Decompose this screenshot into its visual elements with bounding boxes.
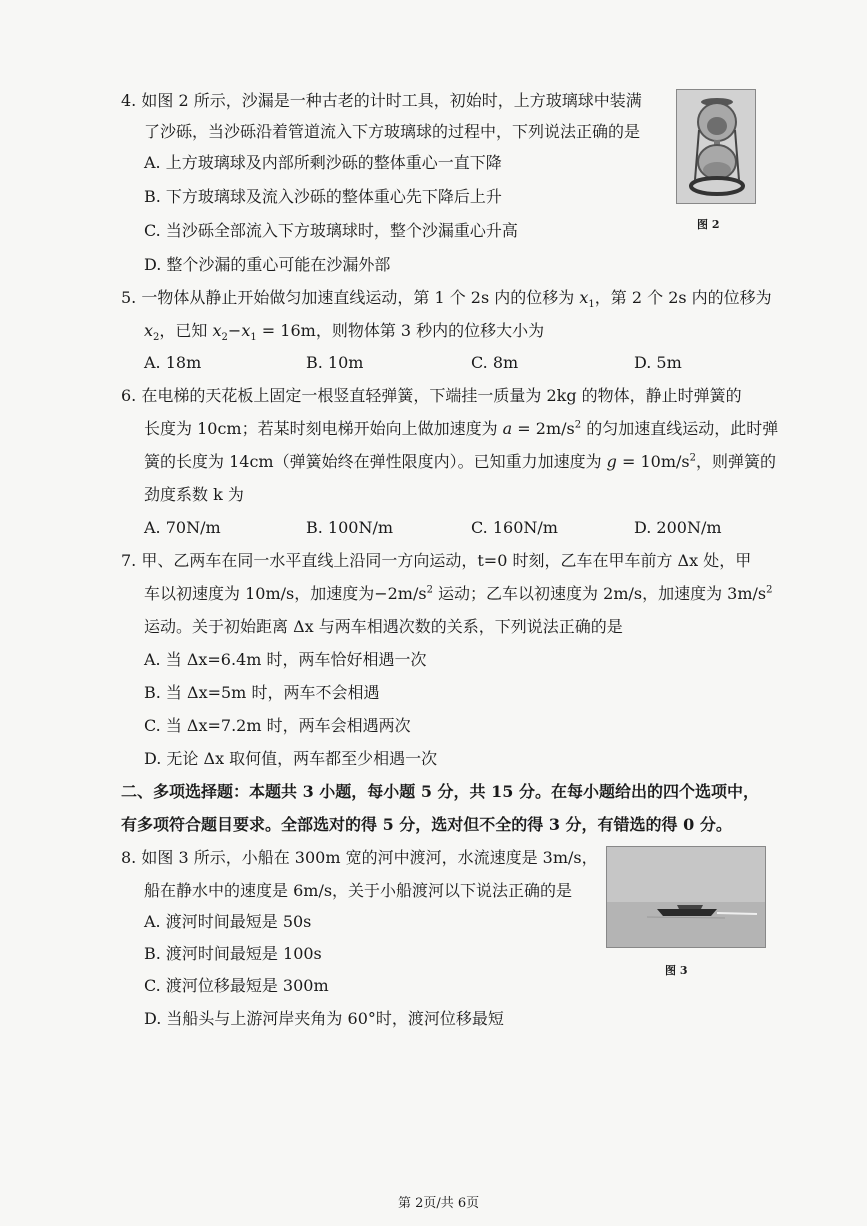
boat-river-figure	[606, 846, 766, 948]
q5-stem-line1	[121, 287, 772, 309]
section-2-heading-line1: 二、多项选择题：本题共 3 小题，每小题 5 分，共 15 分。在每小题给出的四个选项中，	[121, 782, 759, 801]
q8-option-a: A. 渡河时间最短是 50s	[144, 912, 312, 931]
boat-illustration	[607, 847, 765, 947]
q5-option-d: D. 5m	[634, 353, 682, 372]
q4-option-d: D. 整个沙漏的重心可能在沙漏外部	[144, 255, 391, 274]
q6-stem-line3	[144, 451, 776, 473]
q6-stem-line1: 6. 在电梯的天花板上固定一根竖直轻弹簧，下端挂一质量为 2kg 的物体，静止时弹簧的	[121, 386, 742, 405]
q6-option-c: C. 160N/m	[471, 518, 558, 537]
q7-stem-line1: 7. 甲、乙两车在同一水平直线上沿同一方向运动，t=0 时刻，乙车在甲车前方 Δx 处，甲	[121, 551, 752, 570]
q4-option-b: B. 下方玻璃球及流入沙砾的整体重心先下降后上升	[144, 187, 502, 206]
var-g: g	[606, 452, 617, 471]
figure-3-caption: 图 3	[665, 964, 688, 977]
q4-stem-line1: 4. 如图 2 所示，沙漏是一种古老的计时工具，初始时，上方玻璃球中装满	[121, 91, 642, 110]
q5-stem-part2: ，第 2 个 2s 内的位移为	[594, 288, 772, 307]
hourglass-illustration	[677, 90, 755, 203]
q7-option-c: C. 当 Δx=7.2m 时，两车会相遇两次	[144, 716, 411, 735]
var-x: x	[212, 321, 222, 340]
q5-stem-part4: = 16m，则物体第 3 秒内的位移大小为	[256, 321, 545, 340]
sub-2: 2	[221, 332, 228, 344]
q6-option-a: A. 70N/m	[144, 518, 221, 537]
q6-stem-part2: 的匀加速直线运动，此时弹	[581, 419, 779, 438]
q5-stem-part1: 5. 一物体从静止开始做匀加速直线运动，第 1 个 2s 内的位移为	[121, 288, 580, 307]
var-x: x	[144, 321, 154, 340]
sub-1: 1	[250, 332, 257, 344]
q6-stem-part1: 长度为 10cm；若某时刻电梯开始向上做加速度为	[144, 419, 503, 438]
q8-option-c: C. 渡河位移最短是 300m	[144, 976, 329, 995]
q8-stem-line1: 8. 如图 3 所示，小船在 300m 宽的河中渡河，水流速度是 3m/s，	[121, 848, 598, 867]
q8-option-b: B. 渡河时间最短是 100s	[144, 944, 322, 963]
section-2-heading-line2: 有多项符合题目要求。全部选对的得 5 分，选对但不全的得 3 分，有错选的得 0 分。	[121, 815, 732, 834]
q7-stem-part2: 运动；乙车以初速度为 2m/s，加速度为 3m/s	[432, 584, 767, 603]
figure-2-caption: 图 2	[697, 218, 720, 231]
hourglass-figure	[676, 89, 756, 204]
minus-sign: −	[227, 321, 242, 340]
q6-option-b: B. 100N/m	[306, 518, 394, 537]
sub-1: 1	[588, 299, 595, 311]
q7-option-a: A. 当 Δx=6.4m 时，两车恰好相遇一次	[144, 650, 427, 669]
q5-stem-part3: ，已知	[159, 321, 213, 340]
sup-2: 2	[574, 419, 582, 431]
q8-stem-line2: 船在静水中的速度是 6m/s，关于小船渡河以下说法正确的是	[144, 881, 573, 900]
var-a: a	[502, 419, 513, 438]
q7-stem-part1: 车以初速度为 10m/s，加速度为−2m/s	[144, 584, 427, 603]
q7-option-b: B. 当 Δx=5m 时，两车不会相遇	[144, 683, 380, 702]
q5-stem-line2	[144, 320, 544, 342]
var-x: x	[241, 321, 251, 340]
q5-option-c: C. 8m	[471, 353, 519, 372]
var-x: x	[579, 288, 589, 307]
q6-stem-line2	[144, 418, 778, 440]
q6-option-d: D. 200N/m	[634, 518, 722, 537]
gravity-value: = 10m/s	[616, 452, 690, 471]
page-footer: 第 2页/共 6页	[398, 1196, 480, 1211]
q5-option-b: B. 10m	[306, 353, 364, 372]
sup-2: 2	[766, 584, 773, 596]
q6-stem-line4: 劲度系数 k 为	[144, 485, 244, 504]
sub-2: 2	[153, 332, 160, 344]
accel-value: = 2m/s	[512, 419, 575, 438]
q5-option-a: A. 18m	[144, 353, 202, 372]
sup-2: 2	[689, 452, 697, 464]
q4-option-c: C. 当沙砾全部流入下方玻璃球时，整个沙漏重心升高	[144, 221, 518, 240]
q6-stem-part3: 簧的长度为 14cm（弹簧始终在弹性限度内）。已知重力加速度为	[144, 452, 607, 471]
q4-stem-line2: 了沙砾，当沙砾沿着管道流入下方玻璃球的过程中，下列说法正确的是	[144, 122, 641, 141]
q6-stem-part4: ，则弹簧的	[696, 452, 777, 471]
q8-option-d: D. 当船头与上游河岸夹角为 60°时，渡河位移最短	[144, 1009, 504, 1028]
q7-stem-line2	[144, 583, 773, 605]
q4-option-a: A. 上方玻璃球及内部所剩沙砾的整体重心一直下降	[144, 153, 502, 172]
sup-2: 2	[426, 584, 433, 596]
q7-option-d: D. 无论 Δx 取何值，两车都至少相遇一次	[144, 749, 438, 768]
q7-stem-line3: 运动。关于初始距离 Δx 与两车相遇次数的关系，下列说法正确的是	[144, 617, 623, 636]
